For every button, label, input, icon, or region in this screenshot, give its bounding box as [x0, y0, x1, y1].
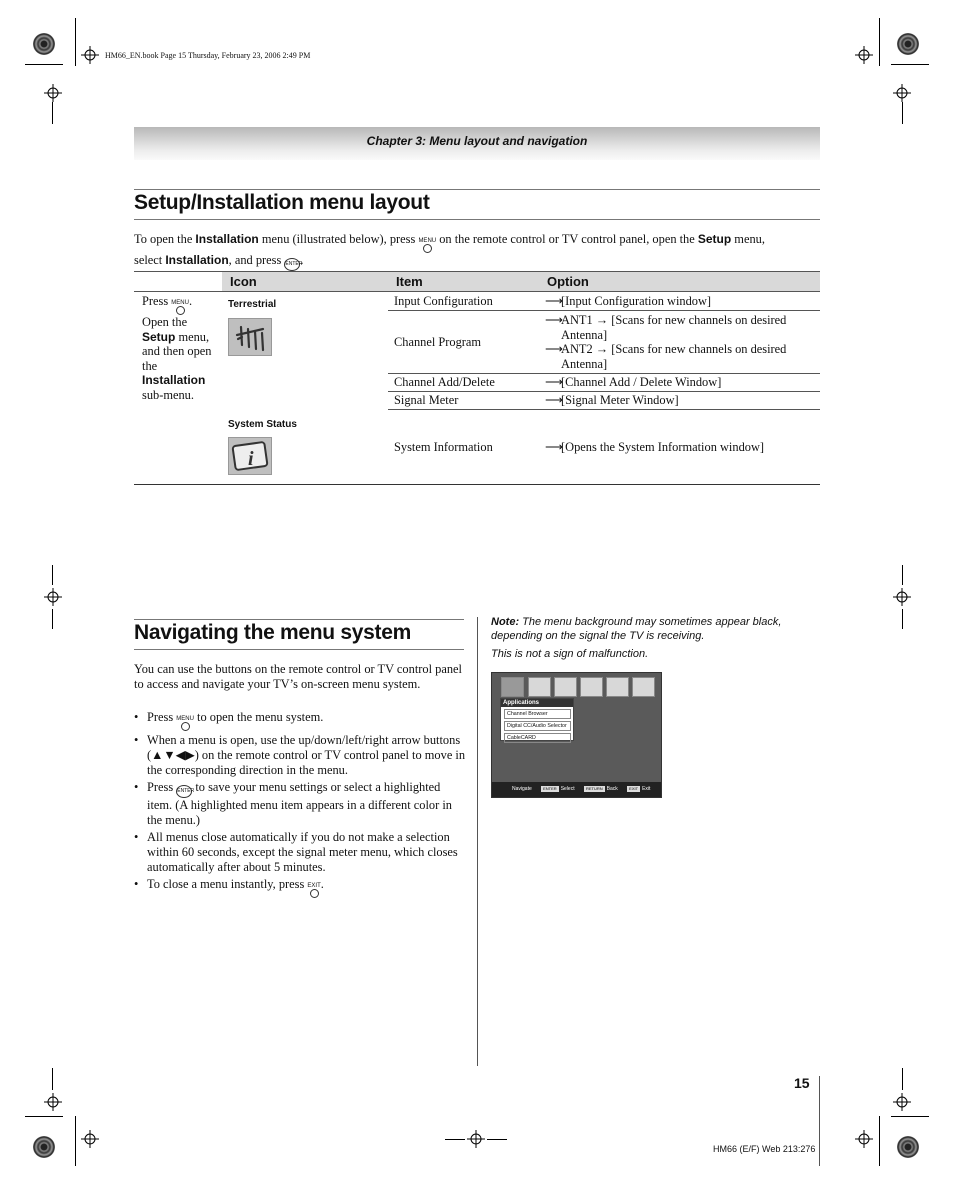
crop-mark	[902, 102, 903, 124]
crop-mark	[75, 18, 76, 66]
note-label: Note:	[491, 616, 520, 628]
crop-mark	[902, 609, 903, 629]
info-icon	[228, 437, 272, 475]
option-line	[545, 342, 816, 371]
header-item: Item	[388, 272, 539, 292]
text: To open the	[134, 232, 196, 246]
symbol-label: MENU	[171, 300, 189, 306]
registration-mark	[855, 1130, 873, 1148]
footer-code: HM66 (E/F) Web 213:276	[713, 1144, 816, 1154]
header-option: Option	[539, 272, 820, 292]
heading-rule-top	[134, 619, 464, 620]
list-item	[134, 877, 466, 898]
setup-tab-icon	[580, 677, 603, 697]
arrow-icon: ⟶	[545, 439, 563, 454]
menu-button-icon	[418, 238, 436, 253]
arrow-icon: ⟶	[545, 313, 563, 327]
registration-rosette	[33, 33, 55, 55]
crop-mark	[902, 1068, 903, 1090]
list-item	[134, 710, 466, 731]
icon-label: Terrestrial	[228, 299, 277, 310]
crop-mark	[25, 1116, 63, 1117]
registration-rosette	[897, 1136, 919, 1158]
registration-mark	[81, 1130, 99, 1148]
bold-term: Setup	[142, 329, 176, 344]
menu-screenshot	[491, 672, 662, 798]
text: menu (illustrated below), press	[258, 232, 419, 246]
heading-rule-top	[134, 189, 820, 190]
option-text: ANT1 → [Scans for new channels on desired Antenna]	[561, 313, 787, 342]
enter-key: ENTER	[543, 786, 557, 791]
audio-tab-icon	[554, 677, 577, 697]
bold-term: Installation	[165, 253, 229, 267]
chapter-header	[134, 127, 820, 160]
icon-cell-terrestrial	[222, 292, 388, 410]
svg-text:i: i	[248, 448, 254, 470]
text: .	[188, 294, 193, 308]
menu-item: Channel Browser	[504, 709, 571, 719]
page-number: 15	[794, 1075, 810, 1091]
text: Press	[147, 710, 177, 724]
menu-item: CableCARD	[504, 733, 571, 743]
note-text: The menu background may sometimes appear black, depending on the signal the TV is receiving.	[491, 616, 782, 642]
crop-mark	[75, 1116, 76, 1166]
crop-mark	[487, 1139, 507, 1140]
lock-tab-icon	[606, 677, 629, 697]
item-cell: System Information	[394, 439, 493, 454]
bold-term: Setup	[697, 232, 732, 246]
text: menu,	[731, 232, 765, 246]
select-hint: Select	[560, 786, 575, 792]
text: .	[320, 877, 324, 891]
heading-rule-bottom	[134, 649, 464, 650]
text: To close a menu instantly, press	[147, 877, 308, 891]
arrow-icon: ⟶	[545, 375, 563, 390]
crop-mark	[25, 64, 63, 65]
section-heading: Navigating the menu system	[134, 621, 411, 644]
text: the	[142, 358, 158, 373]
crop-mark	[879, 18, 880, 66]
option-text: [Channel Add / Delete Window]	[561, 375, 722, 390]
registration-mark	[44, 588, 62, 606]
heading-rule-bottom	[134, 219, 820, 220]
arrow-icon: ⟶	[545, 393, 563, 408]
registration-mark	[855, 46, 873, 64]
section-heading: Setup/Installation menu layout	[134, 191, 430, 214]
registration-mark	[44, 84, 62, 102]
footer-divider	[819, 1076, 820, 1166]
press-note	[134, 292, 222, 484]
note-text-2: This is not a sign of malfunction.	[491, 648, 649, 660]
file-info: HM66_EN.book Page 15 Thursday, February 23, 2006 2:49 PM	[105, 51, 311, 60]
empty-header	[134, 272, 222, 292]
text: .	[300, 253, 304, 267]
list-item: • All menus close automatically if you do not make a selection within 60 seconds, except the signal meter menu, which closes automatically after about 5 minutes.	[134, 830, 466, 875]
text: Press	[142, 294, 172, 308]
enter-button-icon: ENTER	[176, 785, 192, 798]
text: menu,	[175, 329, 210, 344]
text: select	[134, 253, 166, 267]
osd-hint-bar	[492, 782, 661, 797]
registration-mark	[467, 1130, 485, 1148]
arrow-icon: ⟶	[545, 342, 563, 356]
item-cell: Channel Program	[388, 311, 539, 374]
option-cell	[539, 292, 820, 311]
text: to open the menu system.	[193, 710, 324, 724]
registration-mark	[893, 1093, 911, 1111]
menu-layout-table	[134, 271, 820, 484]
crop-mark	[52, 565, 53, 585]
exit-hint: Exit	[642, 786, 651, 792]
preferences-tab-icon	[632, 677, 655, 697]
option-cell	[539, 311, 820, 374]
registration-mark	[893, 84, 911, 102]
option-text: [Opens the System Information window]	[561, 439, 765, 454]
crop-mark	[52, 1068, 53, 1090]
chapter-title: Chapter 3: Menu layout and navigation	[366, 134, 588, 148]
registration-rosette	[897, 33, 919, 55]
registration-mark	[81, 46, 99, 64]
list-item: • When a menu is open, use the up/down/left/right arrow buttons (▲▼◀▶) on the remote control or TV control panel to move in the corresponding direction in the menu.	[134, 733, 466, 778]
applications-tab-icon	[501, 677, 524, 697]
picture-tab-icon	[528, 677, 551, 697]
option-cell	[539, 374, 820, 392]
symbol-label: EXIT	[307, 883, 321, 889]
registration-rosette	[33, 1136, 55, 1158]
bold-term: Installation	[142, 373, 206, 387]
icon-cell-system-status	[222, 410, 388, 484]
text: , and press	[228, 253, 285, 267]
intro-paragraph	[134, 232, 824, 271]
symbol-label: MENU	[176, 716, 194, 722]
text: to save your menu settings or select a highlighted item. (A highlighted menu item appears in a different color in the menu.)	[147, 780, 452, 827]
option-text: [Input Configuration window]	[561, 293, 712, 308]
menu-button-icon	[171, 300, 189, 315]
option-line	[545, 313, 816, 342]
registration-mark	[44, 1093, 62, 1111]
option-cell	[539, 392, 820, 410]
item-cell: Channel Add/Delete	[388, 374, 539, 392]
exit-button-icon	[307, 883, 320, 898]
crop-mark	[879, 1116, 880, 1166]
item-cell: Signal Meter	[388, 392, 539, 410]
option-cell	[539, 410, 820, 484]
text: and then open	[142, 344, 212, 358]
option-text: [Signal Meter Window]	[561, 393, 679, 408]
nav-intro: You can use the buttons on the remote control or TV control panel to access and navigate your TV’s on-screen menu system.	[134, 662, 462, 691]
item-cell: Input Configuration	[388, 292, 539, 311]
crop-mark	[52, 609, 53, 629]
text: Press	[147, 780, 177, 794]
return-key: RETURN	[585, 786, 603, 791]
panel-title: Applications	[501, 699, 573, 707]
registration-mark	[893, 588, 911, 606]
text: sub-menu.	[142, 387, 194, 402]
text: on the remote control or TV control panel, open the	[436, 232, 698, 246]
menu-item: Digital CC/Audio Selector	[504, 721, 571, 731]
symbol-label: MENU	[418, 238, 437, 244]
crop-mark	[445, 1139, 465, 1140]
note	[491, 615, 821, 643]
antenna-icon	[228, 318, 272, 356]
crop-mark	[52, 102, 53, 124]
arrow-icon: ⟶	[545, 293, 563, 308]
nav-bullets	[134, 710, 466, 900]
option-text: ANT2 → [Scans for new channels on desired Antenna]	[561, 342, 787, 371]
bold-term: Installation	[195, 232, 259, 246]
header-icon: Icon	[222, 272, 388, 292]
menu-button-icon	[176, 716, 194, 731]
crop-mark	[891, 64, 929, 65]
enter-button-icon: ENTER	[284, 258, 300, 271]
icon-label: System Status	[228, 418, 297, 430]
applications-panel	[500, 698, 574, 741]
navigate-hint: Navigate	[512, 786, 532, 792]
text: Open the	[142, 315, 188, 329]
crop-mark	[902, 565, 903, 585]
list-item	[134, 780, 466, 828]
back-hint: Back	[606, 786, 618, 792]
exit-key: EXIT	[629, 786, 639, 791]
crop-mark	[891, 1116, 929, 1117]
table-bottom-rule	[134, 484, 820, 485]
column-divider	[477, 617, 478, 1066]
